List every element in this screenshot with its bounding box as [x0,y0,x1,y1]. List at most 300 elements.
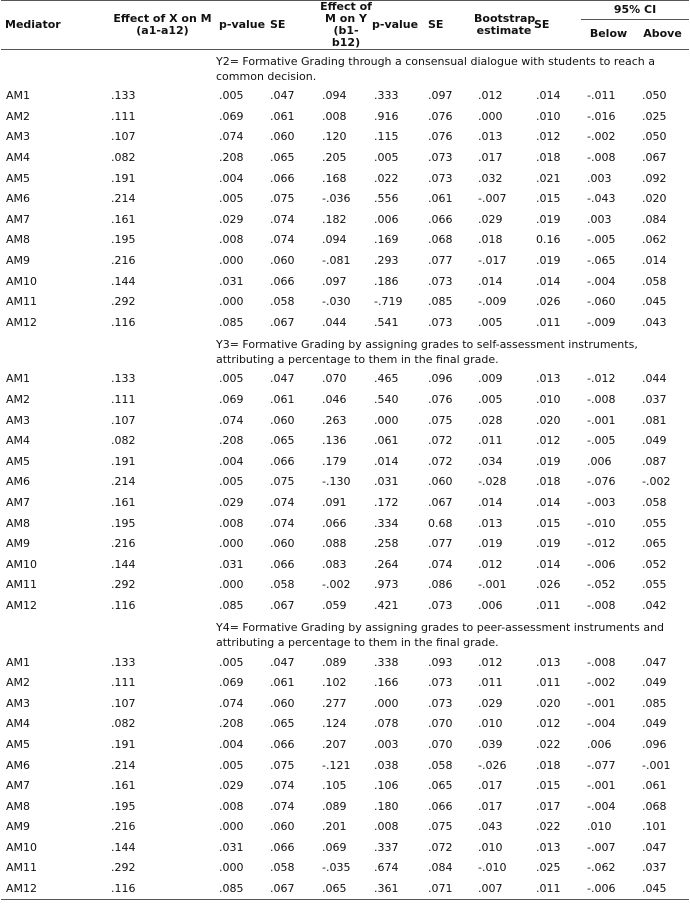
table-cell: -.016 [587,109,616,123]
table-cell: .161 [111,212,136,226]
table-cell: .172 [374,495,399,509]
table-cell: .061 [270,393,295,407]
table-cell: .019 [536,254,561,268]
table-cell: .097 [322,274,347,288]
header-95-ci: 95% CI [581,1,689,20]
table-cell: .012 [536,130,561,144]
table-cell: -.081 [322,254,351,268]
table-cell: -.026 [478,758,507,772]
table-cell: .000 [219,820,244,834]
table-cell: -.007 [587,840,616,854]
table-cell: .055 [642,516,667,530]
table-cell: -.062 [587,861,616,875]
table-cell: .085 [219,315,244,329]
table-cell: .058 [270,578,295,592]
table-cell: -.035 [322,861,351,875]
section-spacer [1,333,216,369]
table-cell: .082 [111,717,136,731]
table-cell: .010 [536,393,561,407]
table-cell: .074 [219,130,244,144]
mediator-label: AM8 [6,233,31,247]
table-cell: -.028 [478,475,507,489]
table-cell: .085 [642,696,667,710]
section-spacer [1,50,216,87]
table-row [1,858,689,879]
table-row [1,313,689,334]
section-title: Y2= Formative Grading through a consensual dialogue with students to reach a common decision. [216,55,655,83]
table-cell: .065 [642,537,667,551]
table-cell: .074 [219,696,244,710]
table-cell: .061 [270,676,295,690]
table-cell: .092 [642,171,667,185]
table-cell: .015 [536,516,561,530]
table-cell: .029 [219,212,244,226]
table-cell: .018 [536,151,561,165]
header-ci-below: Below [589,27,628,41]
table-cell: .042 [642,598,667,612]
table-cell: .004 [219,737,244,751]
table-cell: .017 [478,779,503,793]
table-cell: .072 [428,434,453,448]
table-cell: .058 [642,274,667,288]
table-cell: .003 [374,737,399,751]
table-cell: .214 [111,758,136,772]
table-cell: .000 [219,537,244,551]
table-cell: .674 [374,861,399,875]
table-cell: .017 [478,799,503,813]
table-cell: .205 [322,151,347,165]
table-cell: .060 [270,820,295,834]
table-cell: .073 [428,315,453,329]
table-cell: .338 [374,655,399,669]
table-cell: .077 [428,254,453,268]
table-cell: .115 [374,130,399,144]
table-cell: -.010 [478,861,507,875]
table-cell: .066 [428,212,453,226]
table-cell: .011 [536,315,561,329]
table-cell: .019 [536,454,561,468]
table-cell: .018 [478,233,503,247]
table-cell: -.005 [587,434,616,448]
table-cell: .070 [428,737,453,751]
table-cell: .031 [374,475,399,489]
table-row [1,230,689,251]
mediator-label: AM6 [6,192,31,206]
table-cell: .013 [536,655,561,669]
table-cell: .013 [536,372,561,386]
table-cell: .216 [111,537,136,551]
table-cell: .010 [478,840,503,854]
table-cell: .077 [428,537,453,551]
table-cell: .000 [219,254,244,268]
table-cell: .045 [642,295,667,309]
table-cell: .107 [111,130,136,144]
table-cell: .047 [270,655,295,669]
table-cell: .017 [536,799,561,813]
table-cell: .008 [322,109,347,123]
table-cell: .096 [428,372,453,386]
table-row [1,735,689,756]
table-cell: -.030 [322,295,351,309]
table-cell: .020 [536,696,561,710]
table-cell: .022 [536,737,561,751]
table-cell: .029 [219,495,244,509]
table-cell: .111 [111,676,136,690]
table-cell: .069 [219,109,244,123]
table-cell: .021 [536,171,561,185]
table-cell: .012 [478,557,503,571]
table-cell: -.002 [587,130,616,144]
table-cell: .074 [428,557,453,571]
table-cell: .058 [270,295,295,309]
table-row [1,652,689,673]
table-cell: -.130 [322,475,351,489]
mediator-label: AM8 [6,516,31,530]
table-cell: .074 [270,516,295,530]
table-cell: .133 [111,372,136,386]
table-cell: -.008 [587,151,616,165]
table-cell: .006 [587,737,612,751]
table-cell: .066 [270,274,295,288]
table-cell: .000 [219,578,244,592]
table-row [1,472,689,493]
table-cell: .073 [428,274,453,288]
mediator-label: AM2 [6,109,31,123]
table-cell: .059 [322,598,347,612]
table-cell: .111 [111,393,136,407]
table-cell: .066 [270,454,295,468]
table-cell: .085 [216,879,268,900]
mediator-label: AM3 [6,413,31,427]
table-cell: .031 [219,274,244,288]
table-cell: .216 [111,820,136,834]
header-se-2: SE [428,18,444,31]
header-ci-above: Above [643,27,682,41]
table-cell: .061 [270,109,295,123]
table-cell: -.065 [587,254,616,268]
table-cell: .047 [642,840,667,854]
table-cell: .047 [270,89,295,103]
table-cell: .072 [428,454,453,468]
mediator-label: AM12 [1,879,109,900]
table-cell: .010 [478,717,503,731]
table-cell: .075 [270,192,295,206]
table-cell: .012 [478,89,503,103]
table-cell: .015 [536,779,561,793]
table-cell: .093 [428,655,453,669]
table-cell: .008 [219,516,244,530]
table-cell: .005 [219,192,244,206]
table-cell: -.076 [587,475,616,489]
table-cell: -.002 [322,578,351,592]
mediator-label: AM10 [6,557,38,571]
table-cell: .292 [111,295,136,309]
table-cell: -.008 [587,598,616,612]
table-cell: .133 [111,89,136,103]
table-row [1,817,689,838]
table-cell: .014 [478,274,503,288]
table-row [1,755,689,776]
header-effect-m-on-y: Effect of M on Y (b1- b12) [320,0,372,49]
table-cell: .044 [322,315,347,329]
mediator-label: AM6 [6,475,31,489]
table-cell: .076 [428,393,453,407]
table-cell: .214 [111,475,136,489]
table-cell: .111 [111,109,136,123]
table-cell: .191 [111,737,136,751]
table-cell: .333 [374,89,399,103]
table-cell: .078 [374,717,399,731]
table-cell: .073 [428,676,453,690]
table-cell: 0.16 [536,233,561,247]
table-cell: .000 [219,861,244,875]
table-cell: -.004 [587,274,616,288]
mediator-label: AM7 [6,779,31,793]
table-cell: .061 [428,192,453,206]
table-cell: .000 [374,696,399,710]
table-cell: .004 [219,454,244,468]
table-cell: .074 [270,495,295,509]
table-row [1,838,689,859]
table-cell: .029 [219,779,244,793]
table-row [1,292,689,313]
table-cell: .062 [642,233,667,247]
table-cell: .000 [374,413,399,427]
table-cell: -.001 [587,413,616,427]
table-cell: .144 [111,557,136,571]
table-cell: .096 [642,737,667,751]
table-cell: .020 [642,192,667,206]
table-cell: .074 [270,233,295,247]
table-cell: .000 [478,109,503,123]
mediator-label: AM9 [6,537,31,551]
table-cell: .292 [111,861,136,875]
table-cell: .081 [642,413,667,427]
table-cell: .014 [536,89,561,103]
section-heading-row [1,333,689,369]
table-cell: .005 [478,393,503,407]
table-cell: .017 [478,151,503,165]
table-cell: .973 [374,578,399,592]
table-cell: .049 [642,434,667,448]
table-cell: -.004 [587,717,616,731]
table-cell: .258 [374,537,399,551]
table-cell: .008 [374,820,399,834]
table-cell: .009 [478,372,503,386]
header-p-value-2: p-value [372,18,419,31]
table-cell: .005 [219,655,244,669]
table-cell: .067 [270,598,295,612]
table-row [1,554,689,575]
table-cell: .264 [374,557,399,571]
table-cell: .094 [322,89,347,103]
table-row [1,879,689,900]
table-cell: .133 [111,655,136,669]
table-cell: .179 [322,454,347,468]
table-cell: -.060 [587,295,616,309]
table-cell: .028 [478,413,503,427]
header-se-1: SE [270,18,286,31]
table-cell: .014 [536,557,561,571]
table-cell: .065 [270,717,295,731]
table-cell: .008 [219,799,244,813]
table-cell: .061 [642,779,667,793]
table-row [1,575,689,596]
table-cell: .005 [478,315,503,329]
table-row [1,513,689,534]
table-cell: .011 [478,676,503,690]
table-cell: .058 [428,758,453,772]
table-cell: .060 [270,537,295,551]
table-cell: .084 [642,212,667,226]
table-cell: .038 [374,758,399,772]
table-cell: .029 [478,696,503,710]
section-spacer [1,616,216,652]
table-row [1,271,689,292]
table-cell: .039 [478,737,503,751]
table-cell: .022 [536,820,561,834]
table-cell: .161 [111,495,136,509]
table-cell: .067 [428,495,453,509]
table-cell: .007 [474,879,534,900]
table-cell: .421 [374,598,399,612]
table-cell: .014 [536,274,561,288]
table-cell: .083 [322,557,347,571]
mediator-label: AM7 [6,212,31,226]
table-row [1,452,689,473]
table-row [1,431,689,452]
table-cell: .195 [111,233,136,247]
table-row [1,148,689,169]
table-cell: .012 [478,655,503,669]
table-cell: .060 [270,254,295,268]
mediator-label: AM12 [6,598,38,612]
table-cell: .029 [478,212,503,226]
table-cell: .067 [270,315,295,329]
table-cell: .074 [270,779,295,793]
table-cell: -.012 [587,372,616,386]
table-cell: .075 [428,413,453,427]
table-cell: .006 [478,598,503,612]
table-cell: .044 [642,372,667,386]
table-cell: .102 [322,676,347,690]
table-cell: .144 [111,840,136,854]
table-cell: .068 [642,799,667,813]
table-cell: .037 [642,393,667,407]
table-cell: .195 [111,516,136,530]
table-cell: .076 [428,109,453,123]
table-cell: .070 [428,717,453,731]
table-cell: -.006 [587,557,616,571]
table-cell: -.002 [642,475,671,489]
table-cell: -.121 [322,758,351,772]
table-row [1,534,689,555]
table-cell: .107 [111,413,136,427]
table-row [1,596,689,617]
table-cell: .191 [111,454,136,468]
table-cell: .072 [428,840,453,854]
section-title: Y4= Formative Grading by assigning grades to peer-assessment instruments and attributing a percentage to them in the final grade. [216,621,665,650]
table-cell: .916 [374,109,399,123]
table-cell: .058 [642,495,667,509]
table-cell: .067 [642,151,667,165]
table-cell: .066 [322,516,347,530]
table-cell: .006 [374,212,399,226]
table-cell: .066 [270,737,295,751]
table-cell: .337 [374,840,399,854]
table-cell: .010 [587,820,612,834]
table-row [1,127,689,148]
table-cell: .013 [478,516,503,530]
table-cell: .069 [322,840,347,854]
section-heading-row [1,616,689,652]
mediator-label: AM5 [6,171,31,185]
table-cell: -.004 [587,799,616,813]
table-cell: .037 [642,861,667,875]
header-bootstrap-estimate: Bootstrap estimate [474,12,536,37]
table-cell: -.001 [642,758,671,772]
mediator-label: AM1 [6,89,31,103]
table-cell: .089 [322,655,347,669]
table-cell: .120 [322,130,347,144]
table-cell: .005 [219,475,244,489]
mediator-label: AM4 [6,717,31,731]
table-cell: -.001 [587,779,616,793]
table-cell: .019 [536,212,561,226]
table-row [1,168,689,189]
table-cell: .060 [428,475,453,489]
table-cell: .088 [322,537,347,551]
table-cell: .089 [322,799,347,813]
table-cell: .011 [536,598,561,612]
mediator-label: AM2 [6,676,31,690]
table-row [1,776,689,797]
table-cell: -.052 [587,578,616,592]
table-cell: .144 [111,274,136,288]
table-cell: -.077 [587,758,616,772]
table-cell: .070 [322,372,347,386]
table-cell: -.007 [478,192,507,206]
table-cell: .034 [478,454,503,468]
table-cell: .069 [219,393,244,407]
table-cell: .052 [642,557,667,571]
table-cell: .116 [109,879,216,900]
table-cell: .075 [270,758,295,772]
mediator-label: AM11 [6,295,38,309]
table-cell: .073 [428,598,453,612]
table-cell: .026 [536,578,561,592]
table-cell: .201 [322,820,347,834]
section-heading-row [1,50,689,87]
table-cell: .065 [270,151,295,165]
table-cell: .003 [587,212,612,226]
mediator-label: AM2 [6,393,31,407]
table-cell: .050 [642,89,667,103]
table-row [1,369,689,390]
header-p-value-1: p-value [219,18,266,31]
table-cell: .069 [219,676,244,690]
table-row [1,390,689,411]
table-cell: .012 [536,434,561,448]
table-cell: -.002 [587,676,616,690]
table-cell: .136 [322,434,347,448]
mediator-label: AM1 [6,655,31,669]
mediator-label: AM4 [6,151,31,165]
header-mediator: Mediator [5,18,61,31]
table-cell: .066 [428,799,453,813]
mediator-label: AM5 [6,737,31,751]
header-se-3: SE [534,18,550,31]
